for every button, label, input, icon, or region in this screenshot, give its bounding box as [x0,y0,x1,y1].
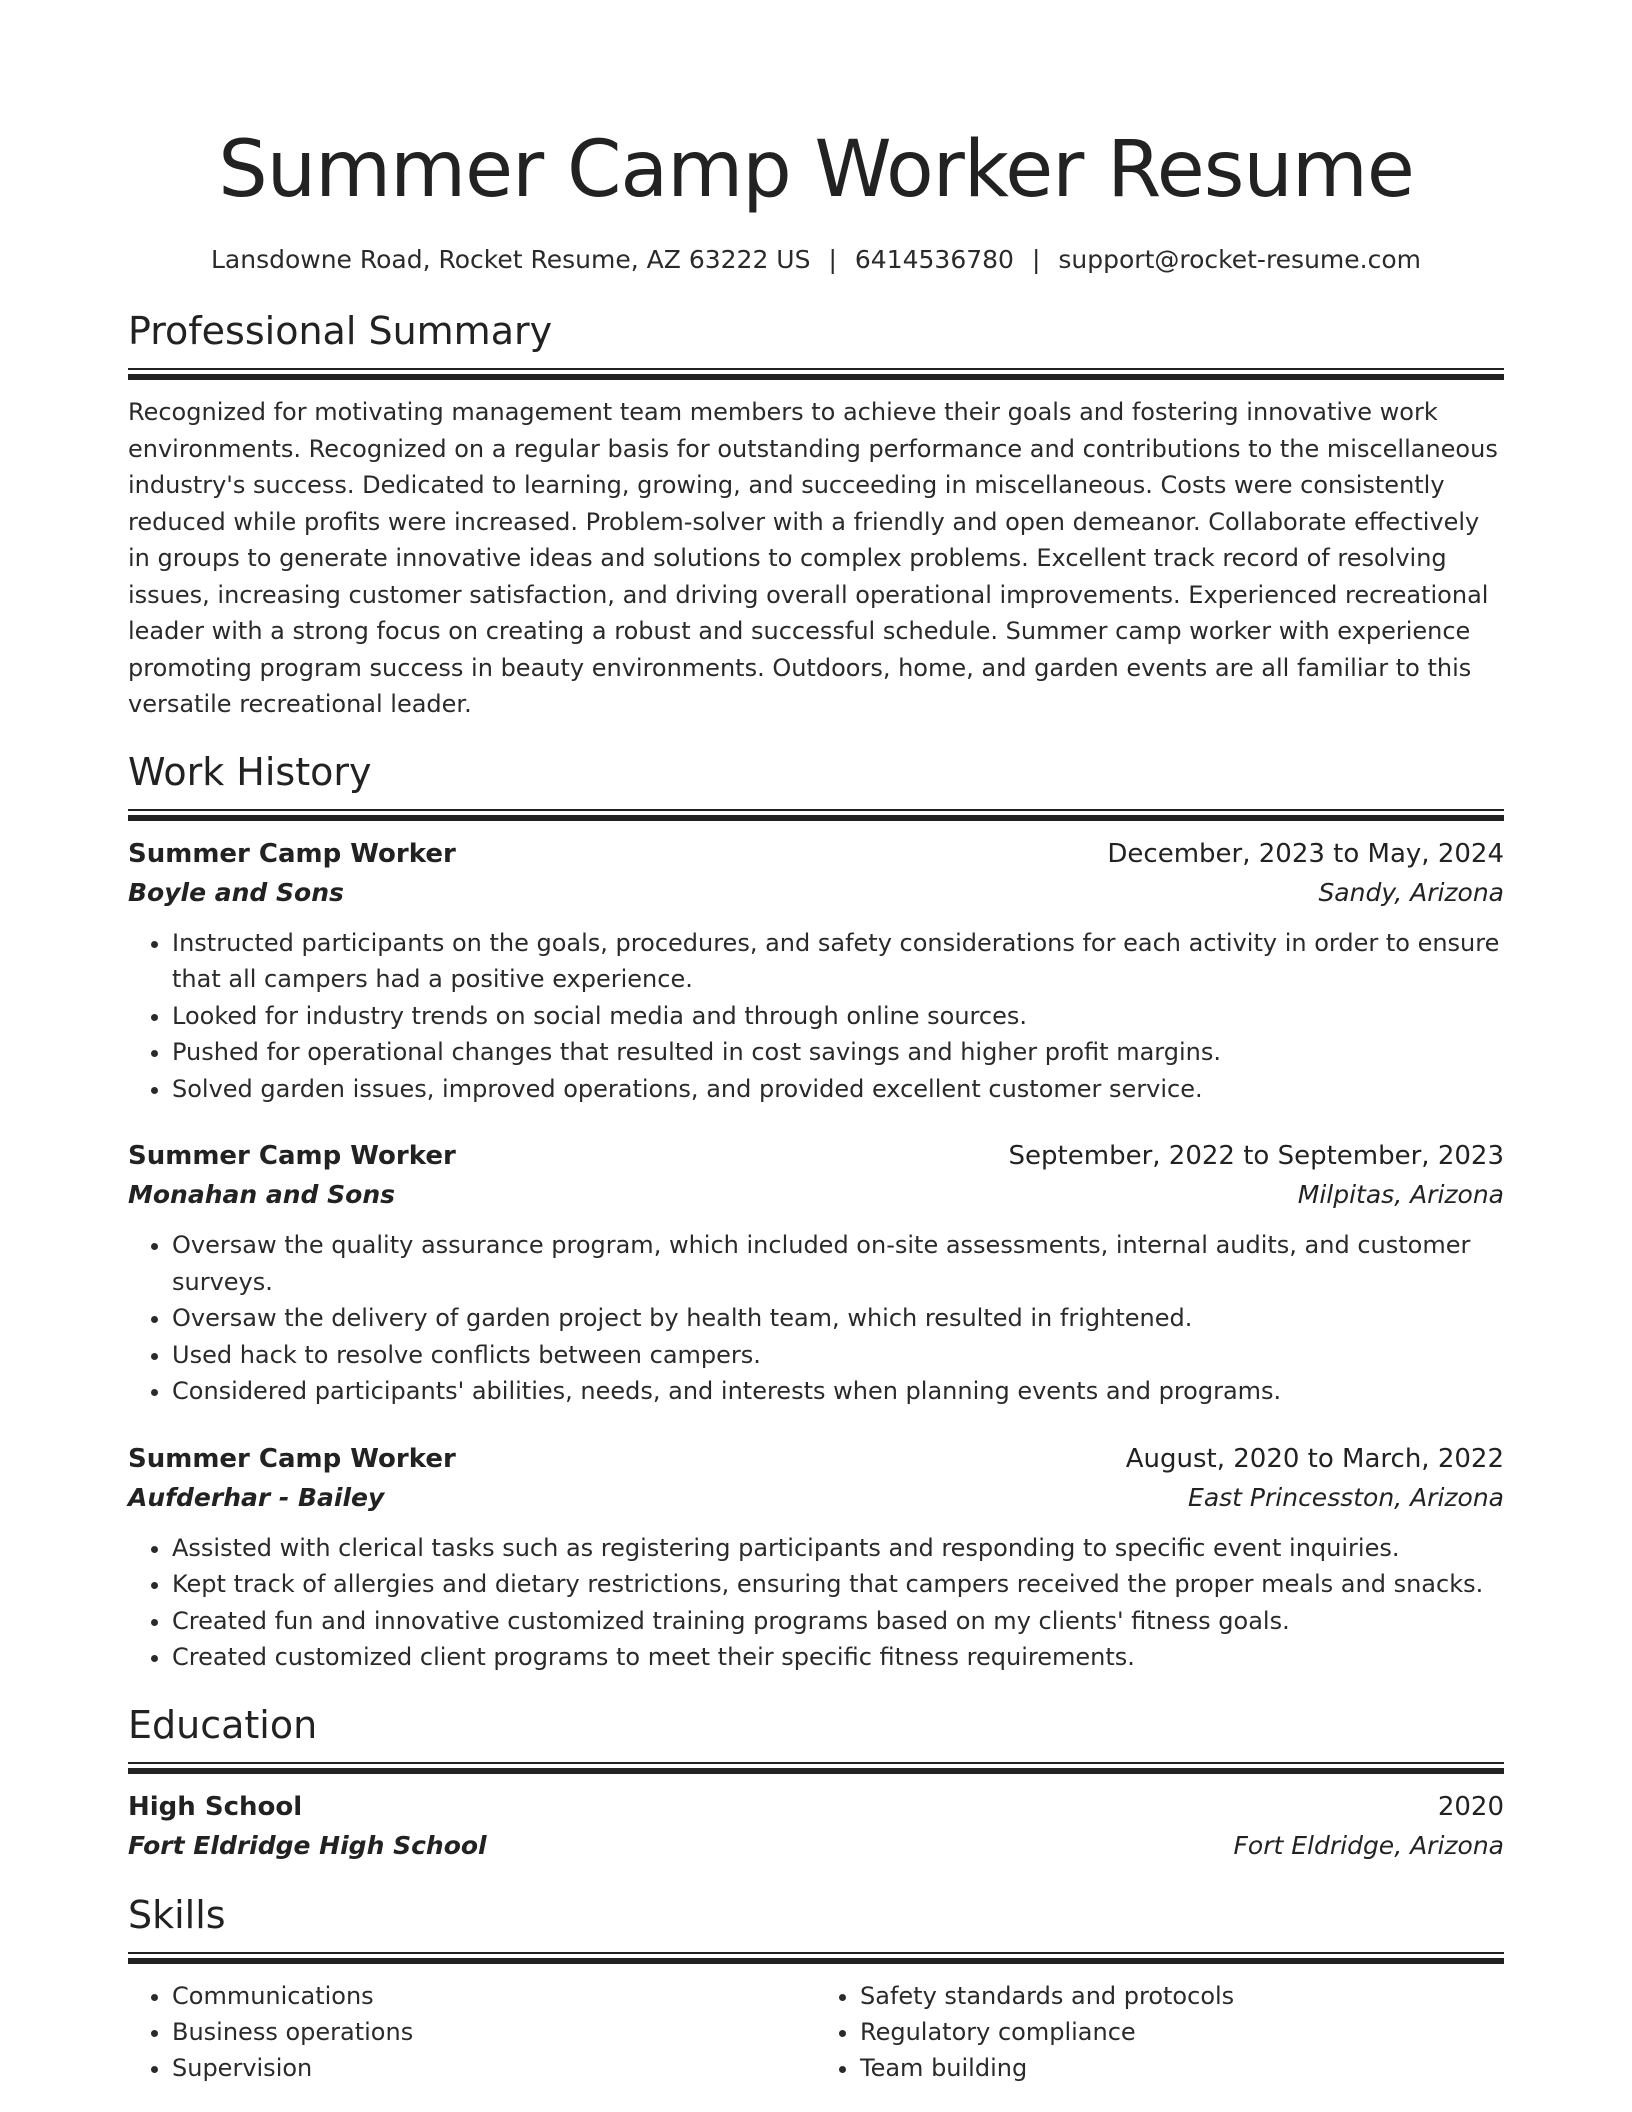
list-item: • Supervision [172,2050,816,2086]
phone: 6414536780 [854,245,1014,274]
list-item: • Kept track of allergies and dietary restrictions, ensuring that campers received the proper meals and snacks. [172,1566,1504,1603]
job-company: Boyle and Sons [128,877,344,907]
job-dates: August, 2020 to March, 2022 [1125,1443,1504,1474]
list-item: • Team building [860,2050,1504,2086]
summary-text: Recognized for motivating management team members to achieve their goals and fostering innovative work environments. Recognized on a regular basis for outstanding performance and contributions to the miscellaneous industry's success. Dedicated to learning, growing, and succeeding in miscellaneous. Costs were consistently reduced while profits were increased. Problem-solver with a friendly and open demeanor. Collaborate effectively in groups to generate innovative ideas and solutions to complex problems. Excellent track record of resolving issues, increasing customer satisfaction, and driving overall operational improvements. Experienced recreational leader with a strong focus on creating a robust and successful schedule. Summer camp worker with experience promoting program success in beauty environments. Outdoors, home, and garden events are all familiar to this versatile recreational leader. [128,398,1498,718]
job-entry [128,835,1504,1108]
list-item: • Oversaw the quality assurance program, which included on-site assessments, internal audits, and customer surveys. [172,1227,1504,1300]
list-item: • Used hack to resolve conflicts between campers. [172,1337,1504,1374]
job-entry [128,1440,1504,1676]
job-location: Milpitas, Arizona [1297,1180,1504,1209]
skills-columns [128,1978,1504,2086]
job-company-row [128,1478,1504,1518]
resume-title: Summer Camp Worker Resume [218,125,1414,215]
graduation-year: 2020 [1437,1791,1504,1822]
section-divider [128,368,1504,380]
job-bullets [128,1227,1504,1410]
summary-section [128,306,1504,723]
list-item: • Solved garden issues, improved operations, and provided excellent customer service. [172,1071,1504,1108]
job-bullets [128,925,1504,1108]
job-title: Summer Camp Worker [128,1443,456,1474]
list-item: • Regulatory compliance [860,2014,1504,2050]
email: support@rocket-resume.com [1058,245,1422,274]
section-heading: Professional Summary [128,309,553,353]
section-divider [128,1952,1504,1964]
job-title: Summer Camp Worker [128,1141,456,1171]
section-heading: Education [128,1702,318,1747]
list-item: • Oversaw the delivery of garden project by health team, which resulted in frightened. [172,1300,1504,1337]
job-location: Sandy, Arizona [1318,877,1504,907]
job-company-row [128,1175,1504,1215]
job-bullets [128,1530,1504,1676]
section-divider [128,1762,1504,1774]
list-item: • Created customized client programs to meet their specific fitness requirements. [172,1639,1504,1676]
job-header-row [128,835,1504,873]
section-heading: Skills [128,1892,226,1937]
contact-line [128,242,1504,278]
list-item: • Pushed for operational changes that resulted in cost savings and higher profit margins. [172,1034,1504,1071]
education-school-row [128,1826,1504,1866]
list-item: • Instructed participants on the goals, procedures, and safety considerations for each activity in order to ensure that all campers had a positive experience. [172,925,1504,998]
list-item: • Communications [172,1978,816,2014]
job-title: Summer Camp Worker [128,838,456,869]
skills-list-right [816,1978,1504,2086]
degree: High School [128,1791,303,1822]
list-item: • Looked for industry trends on social media and through online sources. [172,998,1504,1035]
education-entry [128,1788,1504,1866]
list-item: • Created fun and innovative customized training programs based on my clients' fitness goals. [172,1603,1504,1640]
job-dates: September, 2022 to September, 2023 [1008,1141,1504,1171]
job-entry [128,1137,1504,1410]
skills-list-left [128,1978,816,2086]
list-item: • Business operations [172,2014,816,2050]
section-divider [128,809,1504,821]
work-history-section [128,747,1504,1676]
job-dates: December, 2023 to May, 2024 [1107,838,1504,869]
job-header-row [128,1137,1504,1175]
skills-section [128,1890,1504,2086]
education-section [128,1700,1504,1866]
job-header-row [128,1440,1504,1478]
job-company: Monahan and Sons [128,1180,396,1209]
separator: | [1031,245,1041,274]
address: Lansdowne Road, Rocket Resume, AZ 63222 US [210,245,811,274]
list-item: • Assisted with clerical tasks such as registering participants and responding to specific event inquiries. [172,1530,1504,1567]
job-location: East Princesston, Arizona [1188,1482,1504,1512]
job-company: Aufderhar - Bailey [128,1482,385,1512]
list-item: • Considered participants' abilities, needs, and interests when planning events and programs. [172,1373,1504,1410]
school-location: Fort Eldridge, Arizona [1233,1830,1504,1860]
job-company-row [128,873,1504,913]
section-heading: Work History [128,749,372,794]
separator: | [828,245,837,274]
list-item: • Safety standards and protocols [860,1978,1504,2014]
school-name: Fort Eldridge High School [128,1830,487,1860]
education-header-row [128,1788,1504,1826]
